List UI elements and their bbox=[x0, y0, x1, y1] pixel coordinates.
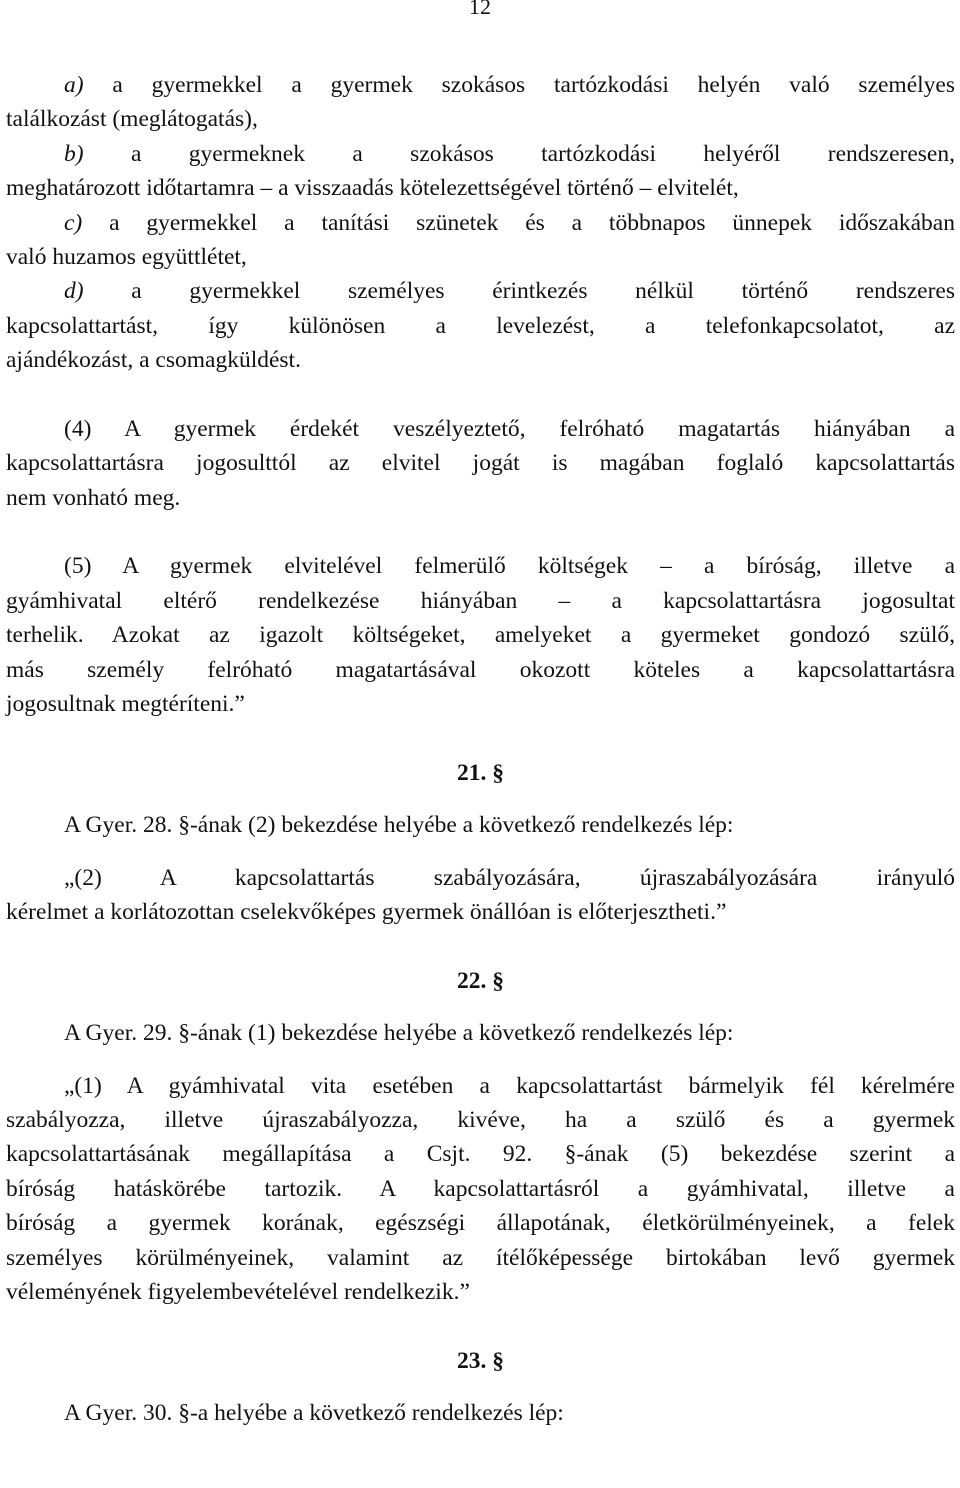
item-marker: d) bbox=[64, 278, 84, 305]
section-heading-21: 21. § bbox=[457, 759, 504, 786]
list-item-d: d) a gyermekkel személyes érintkezés nélkül történő rendszeres kapcsolattartást, így különösen a levelezést, a telefonkapcsolatot, az ajándékozást, a csomagküldést. bbox=[6, 278, 955, 374]
list-item-c: c) a gyermekkel a tanítási szünetek és a többnapos ünnepek időszakában való huzamos együttlétet, bbox=[6, 209, 955, 270]
item-marker: a) bbox=[64, 72, 84, 98]
quote-22: „(1) A gyámhivatal vita esetében a kapcsolattartást bármelyik fél kérelmére szabályozza, illetve újraszabályozza, kivéve, ha a szülő és a gyermek kapcsolattartásának megállapítása a Csjt. 92. §-ának (5) bekezdése szerint a bíróság hatáskörébe tartozik. A kapcsolattartásról a gyámhivatal, illetve a bíróság a gyermek korának, egészségi állapotának, életkörülményeinek, a felek személyes körülményeinek, valamint az ítélőképessége birtokában levő gyermek véleményének figyelembevételével rendelkezik.” bbox=[6, 1072, 955, 1305]
section-intro-23: A Gyer. 30. §-a helyébe a következő rendelkezés lép: bbox=[64, 1400, 564, 1427]
list-item-a: a) a gyermekkel a gyermek szokásos tartózkodási helyén való személyes találkozást (meglátogatás), bbox=[6, 72, 955, 133]
paragraph-4: (4) A gyermek érdekét veszélyeztető, felróható magatartás hiányában a kapcsolattartásra jogosulttól az elvitel jogát is magában foglaló kapcsolattartás nem vonható meg. bbox=[6, 415, 955, 511]
list-item-b: b) a gyermeknek a szokásos tartózkodási helyéről rendszeresen, meghatározott időtartamra – a visszaadás kötelezettségével történő – elvitelét, bbox=[6, 140, 955, 202]
item-marker: c) bbox=[64, 209, 83, 236]
item-marker: b) bbox=[64, 140, 84, 167]
document-body bbox=[6, 68, 955, 1430]
section-heading-22: 22. § bbox=[457, 967, 504, 994]
page-number: 12 bbox=[469, 0, 491, 19]
quote-21: „(2) A kapcsolattartás szabályozására, újraszabályozására irányuló kérelmet a korlátozottan cselekvőképes gyermek önállóan is előterjesztheti.” bbox=[6, 864, 955, 925]
section-heading-23: 23. § bbox=[457, 1347, 504, 1374]
section-intro-22: A Gyer. 29. §-ának (1) bekezdése helyébe a következő rendelkezés lép: bbox=[64, 1020, 734, 1047]
section-intro-21: A Gyer. 28. §-ának (2) bekezdése helyébe a következő rendelkezés lép: bbox=[64, 812, 734, 839]
paragraph-5: (5) A gyermek elvitelével felmerülő költségek – a bíróság, illetve a gyámhivatal eltérő rendelkezése hiányában – a kapcsolattartásra jogosultat terhelik. Azokat az igazolt költségeket, amelyeket a gyermeket gondozó szülő, más személy felróható magatartásával okozott köteles a kapcsolattartásra jogosultnak megtéríteni.” bbox=[6, 553, 955, 718]
